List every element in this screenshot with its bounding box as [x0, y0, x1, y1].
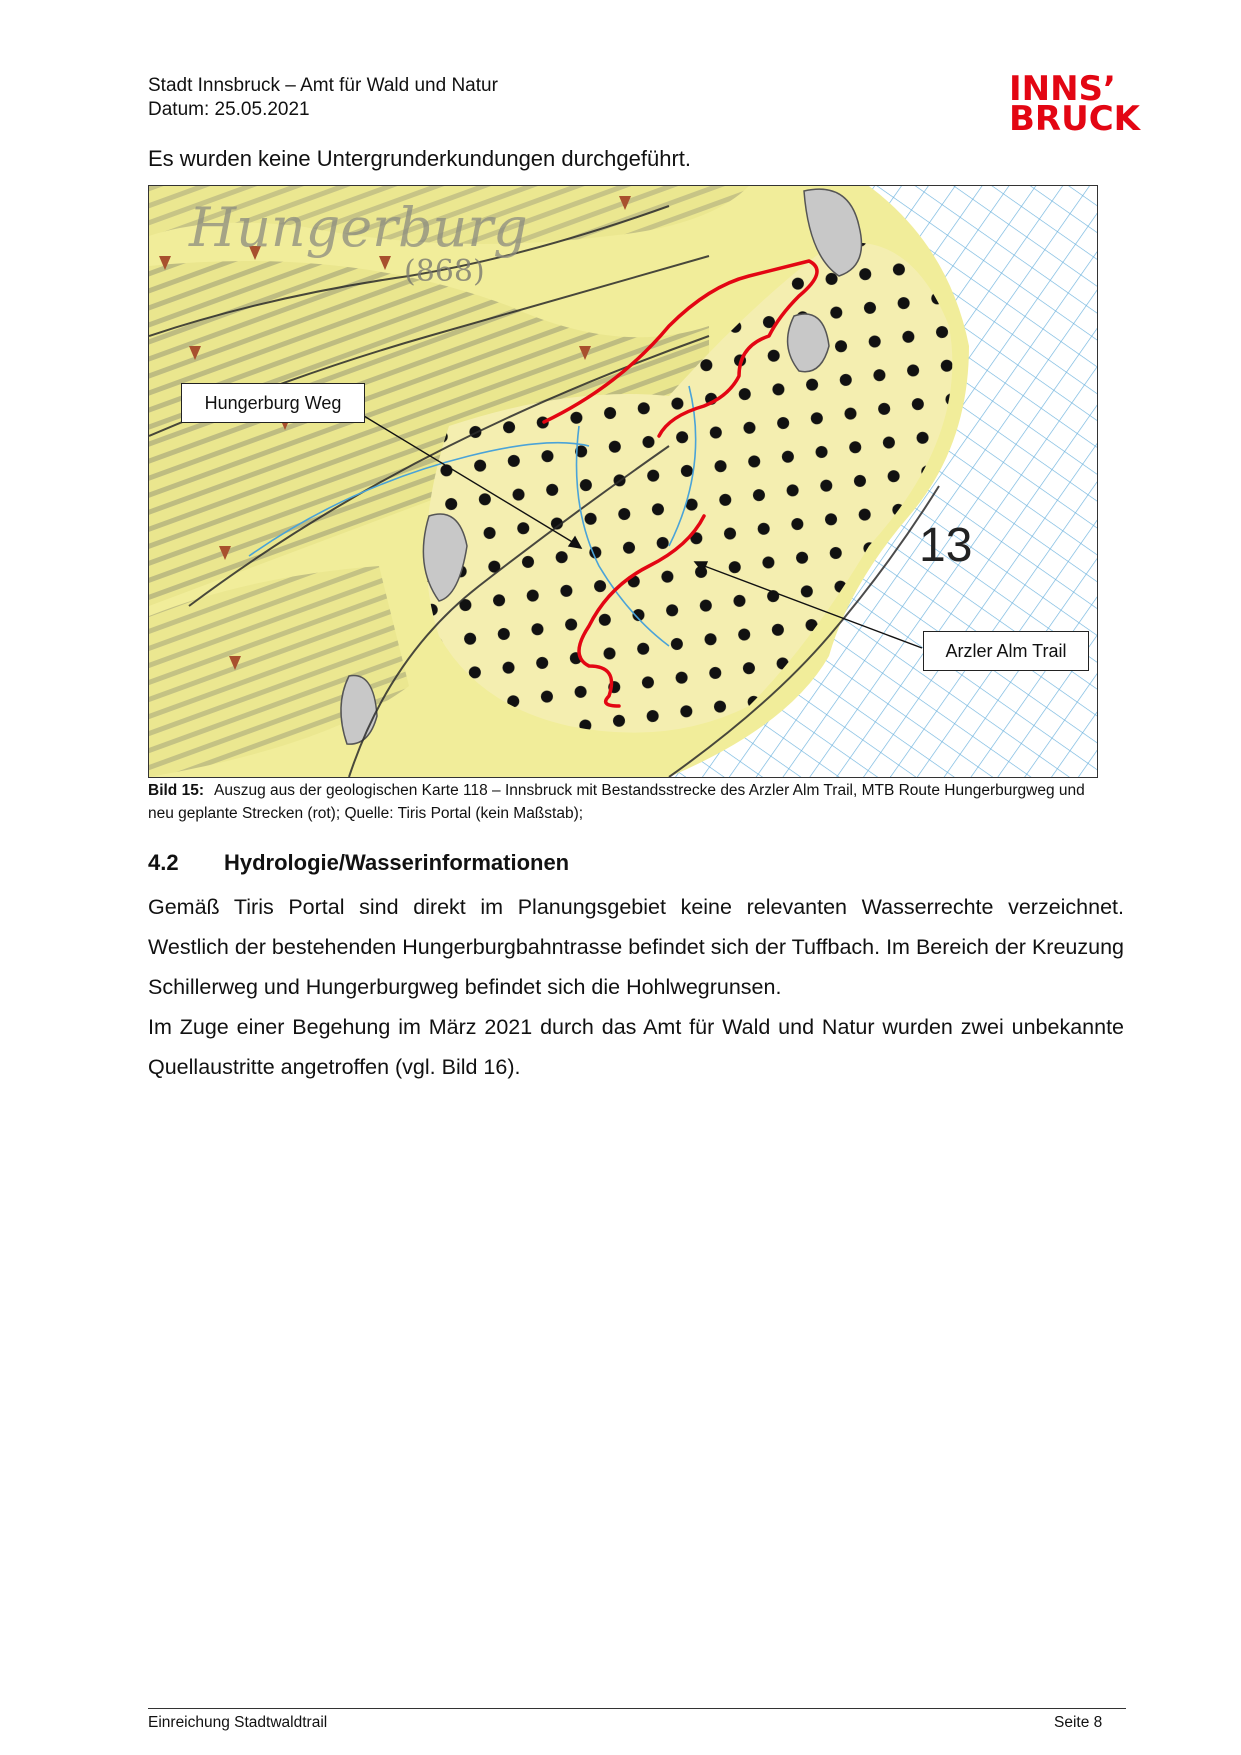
- intro-paragraph: Es wurden keine Untergrunderkundungen durchgeführt.: [148, 146, 692, 171]
- geological-map-graphic: [149, 186, 1097, 777]
- innsbruck-logo: [1009, 69, 1141, 139]
- paragraph-water-rights: Gemäß Tiris Portal sind direkt im Planungsgebiet keine relevanten Wasserrechte verzeichnet. Westlich der bestehenden Hungerburgbahntrasse befindet sich der Tuffbach. Im Bereich der Kreuzung Schillerweg und Hungerburgweg befindet sich die Hohlwegrunsen.: [148, 895, 1124, 999]
- map-elevation-label: (868): [404, 254, 485, 289]
- document-header: [148, 74, 498, 122]
- footer-divider: [148, 1708, 1126, 1709]
- caption-label: Bild 15:: [148, 782, 204, 799]
- map-place-label: Hungerburg: [189, 196, 528, 259]
- section-body: [148, 887, 1124, 1087]
- logo-line-1: INNS’: [1009, 69, 1116, 109]
- footer-page-number: Seite 8: [1054, 1714, 1103, 1731]
- logo-line-2: BRUCK: [1009, 99, 1141, 139]
- figure-caption: [148, 779, 1098, 825]
- callout-hungerburg-weg: Hungerburg Weg: [181, 383, 365, 423]
- caption-text: Auszug aus der geologischen Karte 118 – Innsbruck mit Bestandsstrecke des Arzler Alm Trail, MTB Route Hungerburgweg und neu geplante Strecken (rot); Quelle: Tiris Portal (kein Maßstab);: [148, 782, 1085, 822]
- section-title: Hydrologie/Wasserinformationen: [224, 850, 570, 875]
- geological-map-figure: [148, 185, 1098, 778]
- map-sheet-number: 13: [919, 519, 973, 572]
- callout-arzler-alm-trail: Arzler Alm Trail: [923, 631, 1089, 671]
- section-number: 4.2: [148, 850, 179, 875]
- header-date: Datum: 25.05.2021: [148, 99, 310, 120]
- paragraph-inspection: Im Zuge einer Begehung im März 2021 durch das Amt für Wald und Natur wurden zwei unbekannte Quellaustritte angetroffen (vgl. Bild 16).: [148, 1015, 1124, 1079]
- footer-document-title: Einreichung Stadtwaldtrail: [148, 1714, 328, 1731]
- header-department: Stadt Innsbruck – Amt für Wald und Natur: [148, 75, 498, 96]
- section-heading: [148, 850, 569, 876]
